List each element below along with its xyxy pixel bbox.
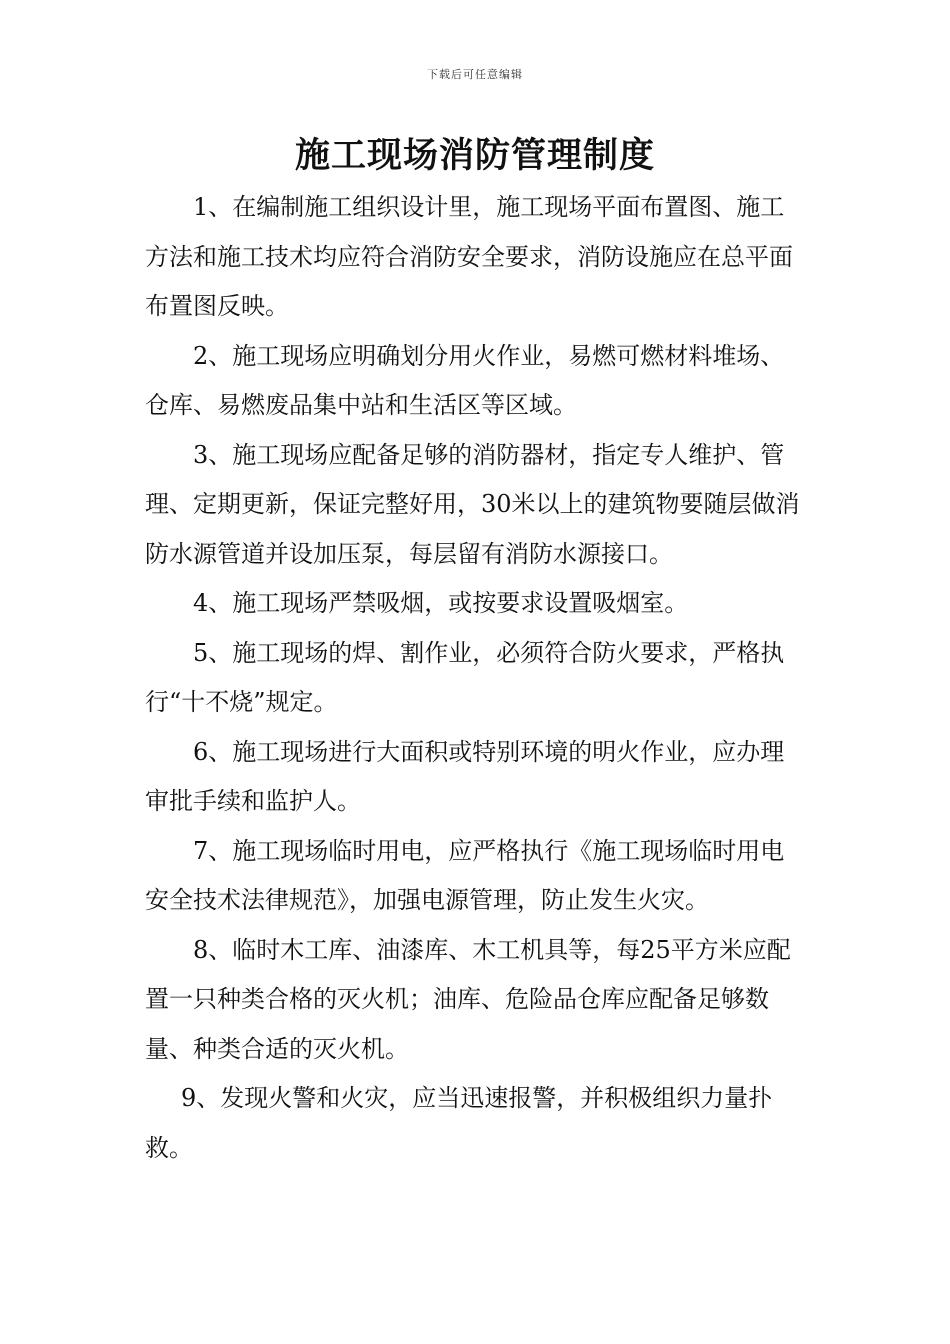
document-body xyxy=(145,183,805,1173)
paragraph-4: 4、施工现场严禁吸烟，或按要求设置吸烟室。 xyxy=(193,589,689,617)
header-note: 下载后可任意编辑 xyxy=(427,68,523,81)
paragraph-5: 5、施工现场的焊、割作业，必须符合防火要求，严格执行“十不烧”规定。 xyxy=(145,638,785,716)
paragraph-3: 3、施工现场应配备足够的消防器材，指定专人维护、管理、定期更新，保证完整好用，30米以上的建筑物要随层做消防水源管道并设加压泵，每层留有消防水源接口。 xyxy=(145,440,800,568)
document-title: 施工现场消防管理制度 xyxy=(294,136,655,176)
paragraph-9: 9、发现火警和火灾，应当迅速报警，并积极组织力量扑救。 xyxy=(145,1084,773,1162)
paragraph-6: 6、施工现场进行大面积或特别环境的明火作业，应办理审批手续和监护人。 xyxy=(145,737,785,815)
paragraph-7: 7、施工现场临时用电，应严格执行《施工现场临时用电安全技术法律规范》，加强电源管理，防止发生火灾。 xyxy=(145,836,785,914)
paragraph-2: 2、施工现场应明确划分用火作业，易燃可燃材料堆场、仓库、易燃废品集中站和生活区等区域。 xyxy=(145,341,785,419)
paragraph-8: 8、临时木工库、油漆库、木工机具等，每25平方米应配置一只种类合格的灭火机；油库、危险品仓库应配备足够数量、种类合适的灭火机。 xyxy=(145,935,791,1063)
paragraph-1: 1、在编制施工组织设计里，施工现场平面布置图、施工方法和施工技术均应符合消防安全要求，消防设施应在总平面布置图反映。 xyxy=(145,193,793,320)
